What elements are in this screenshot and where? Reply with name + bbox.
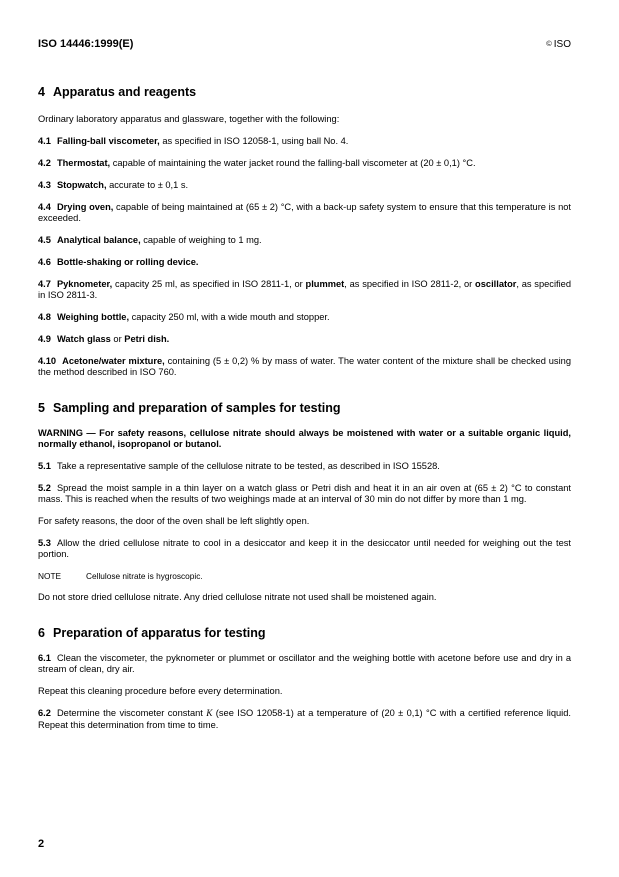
page-header <box>38 38 571 52</box>
clause-4-6: 4.6 Bottle-shaking or rolling device. <box>38 257 199 267</box>
clause-4-4: 4.4 Drying oven, capable of being maintained at (65 ± 2) °C, with a back-up safety system to ensure that this temperature is not exceeded. <box>38 202 571 223</box>
section-heading-6: 6 Preparation of apparatus for testing <box>38 626 266 640</box>
section-heading-5: 5 Sampling and preparation of samples for testing <box>38 401 341 415</box>
clause-6-1: 6.1 Clean the viscometer, the pyknometer or plummet or oscillator and the weighing bottle with acetone before use and dry in a stream of clean, dry air. <box>38 653 571 674</box>
standard-id: ISO 14446:1999(E) <box>38 38 134 50</box>
clause-5-2-safety: For safety reasons, the door of the oven shall be left slightly open. <box>38 516 310 526</box>
note-label: NOTE <box>38 571 62 581</box>
section-4-intro: Ordinary laboratory apparatus and glassware, together with the following: <box>38 114 340 124</box>
clause-5-3-storage: Do not store dried cellulose nitrate. Any dried cellulose nitrate not used shall be moistened again. <box>38 592 437 602</box>
note <box>38 571 571 581</box>
clause-4-3: 4.3 Stopwatch, accurate to ± 0,1 s. <box>38 180 189 190</box>
clause-4-9: 4.9 Watch glass or Petri dish. <box>38 334 170 344</box>
clause-4-8: 4.8 Weighing bottle, capacity 250 ml, with a wide mouth and stopper. <box>38 312 330 322</box>
clause-6-1-repeat: Repeat this cleaning procedure before every determination. <box>38 686 283 696</box>
clause-4-7: 4.7 Pyknometer, capacity 25 ml, as specified in ISO 2811-1, or plummet, as specified in ISO 2811-2, or oscillator, as specified in ISO 2811-3. <box>38 279 572 300</box>
clause-4-2: 4.2 Thermostat, capable of maintaining the water jacket round the falling-ball viscometer at (20 ± 0,1) °C. <box>38 158 476 168</box>
section-heading-4: 4 Apparatus and reagents <box>38 85 197 99</box>
document-body <box>38 84 571 731</box>
clause-4-1: 4.1 Falling-ball viscometer, as specified in ISO 12058-1, using ball No. 4. <box>38 136 349 146</box>
clause-5-2: 5.2 Spread the moist sample in a thin layer on a watch glass or Petri dish and heat it in an air oven at (65 ± 2) °C to constant mass. This is reached when the results of two weighings made at an interval of 30 min do not differ by more than 1 mg. <box>38 483 571 504</box>
clause-4-5: 4.5 Analytical balance, capable of weighing to 1 mg. <box>38 235 262 245</box>
copyright-icon: © <box>546 39 552 48</box>
page-number: 2 <box>38 838 45 850</box>
copyright-holder: ISO <box>553 39 571 50</box>
clause-4-10: 4.10 Acetone/water mixture, containing (5 ± 0,2) % by mass of water. The water content of the mixture shall be checked using the method described in ISO 760. <box>38 356 571 377</box>
note-text: Cellulose nitrate is hygroscopic. <box>86 571 203 581</box>
clause-5-3: 5.3 Allow the dried cellulose nitrate to cool in a desiccator and keep it in the desiccator until needed for weighing out the test portion. <box>38 538 571 559</box>
clause-6-2: 6.2 Determine the viscometer constant K (see ISO 12058-1) at a temperature of (20 ± 0,1) °C with a certified reference liquid. Repeat this determination from time to time. <box>38 708 571 730</box>
copyright-notice <box>546 39 571 50</box>
clause-5-1: 5.1 Take a representative sample of the cellulose nitrate to be tested, as described in ISO 15528. <box>38 461 440 471</box>
safety-warning: WARNING — For safety reasons, cellulose nitrate should always be moistened with water or a suitable organic liquid, normally ethanol, isopropanol or butanol. <box>38 428 571 449</box>
